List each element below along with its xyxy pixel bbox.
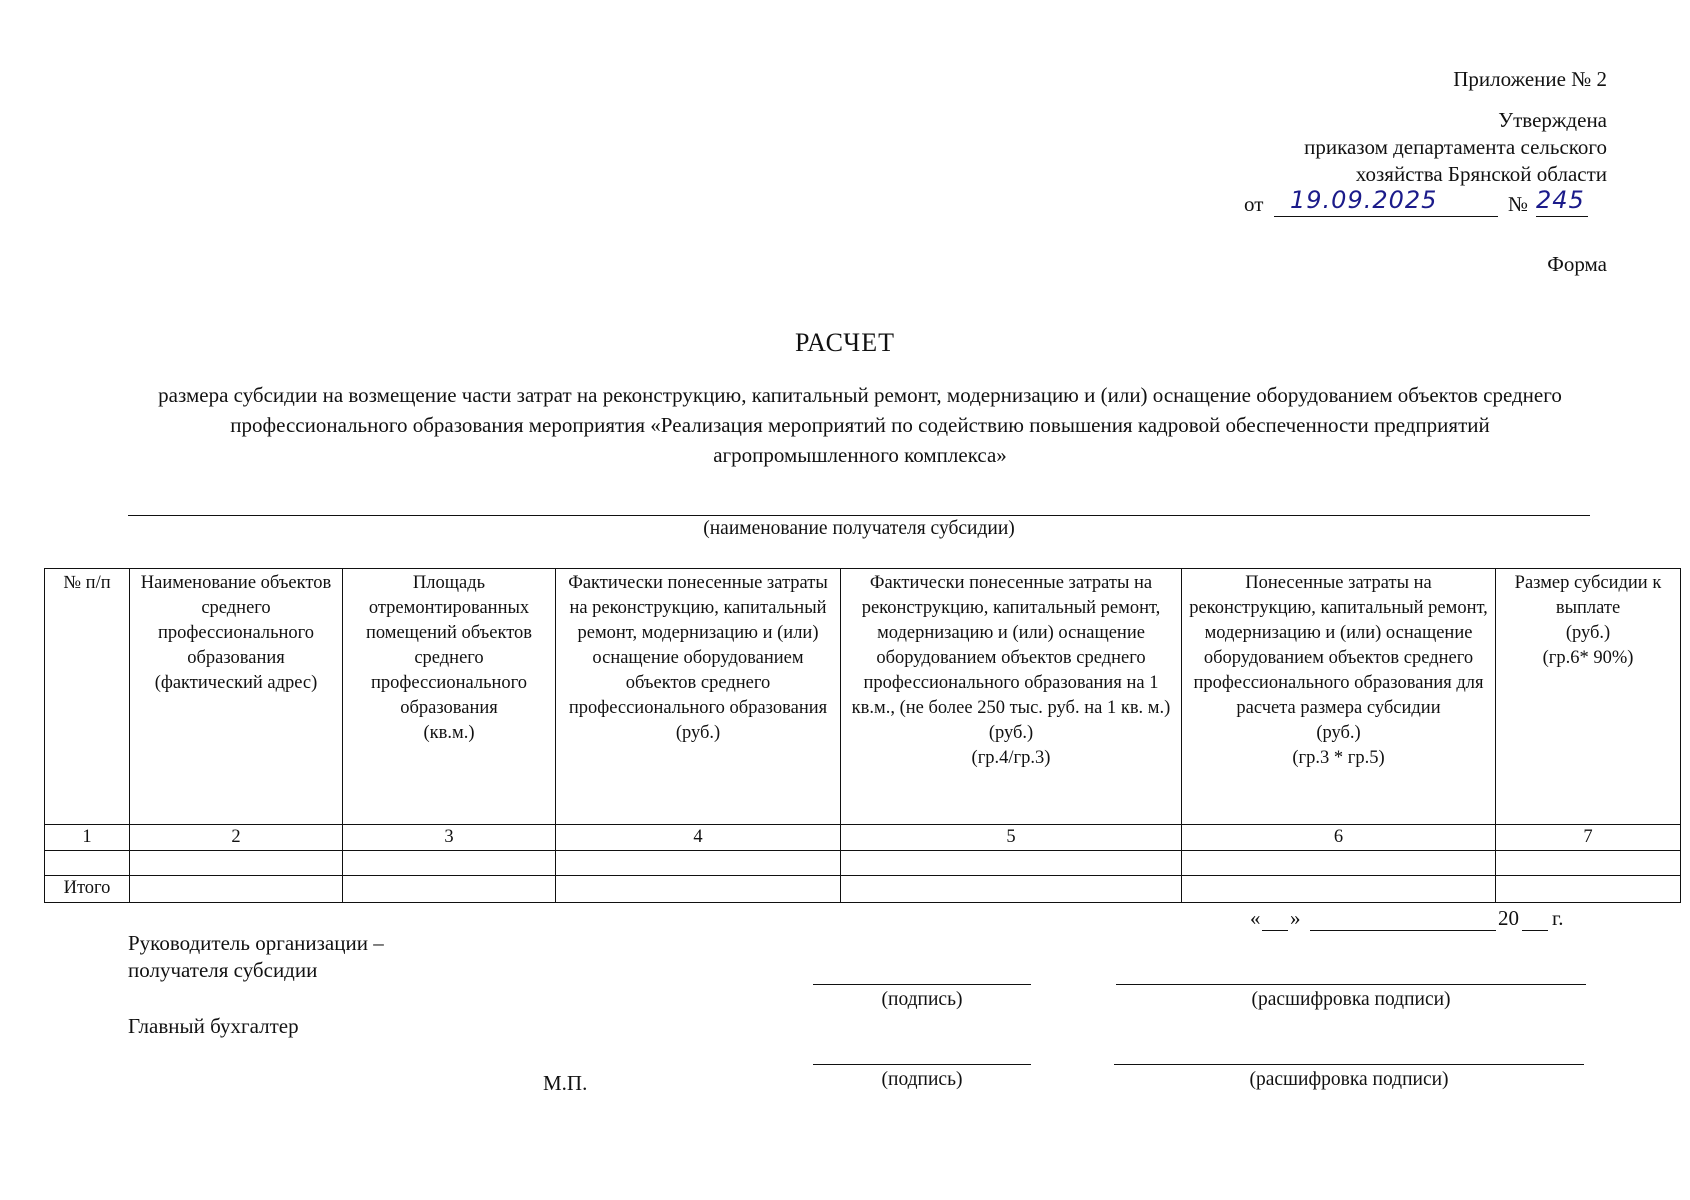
column-number: 6 <box>1182 825 1496 851</box>
from-label: от <box>1244 192 1264 216</box>
header-cell: Понесенные затраты на реконструкцию, капитальный ремонт, модернизацию и (или) оснащение оборудованием объектов среднего профессионального образования для расчета размера субсидии (руб.) (гр.3 * гр.5) <box>1182 569 1496 825</box>
table-row <box>45 851 1681 876</box>
handwritten-number: 245 <box>1536 186 1585 214</box>
number-label: № <box>1508 192 1529 216</box>
table-cell[interactable] <box>841 876 1182 903</box>
header-cell: № п/п <box>45 569 130 825</box>
year-underline[interactable] <box>1522 906 1548 931</box>
table-cell[interactable] <box>841 851 1182 876</box>
head-label-line-1: Руководитель организации – <box>128 931 384 955</box>
header-cell: Площадь отремонтированных помещений объектов среднего профессионального образования (кв.м.) <box>343 569 556 825</box>
accountant-decoding-line[interactable] <box>1114 1064 1584 1065</box>
table-cell[interactable] <box>130 876 343 903</box>
table-cell[interactable] <box>1496 851 1681 876</box>
table-cell[interactable] <box>343 876 556 903</box>
month-underline[interactable] <box>1310 906 1496 931</box>
column-number: 1 <box>45 825 130 851</box>
table-cell[interactable] <box>130 851 343 876</box>
total-row <box>45 876 1681 903</box>
head-signature-caption: (подпись) <box>881 989 963 1010</box>
head-label-line-2: получателя субсидии <box>128 958 318 982</box>
header-cell: Наименование объектов среднего профессионального образования (фактический адрес) <box>130 569 343 825</box>
signing-date-line <box>1250 906 1590 934</box>
recipient-name-line <box>128 515 1590 516</box>
accountant-decoding-caption: (расшифровка подписи) <box>1249 1069 1449 1090</box>
handwritten-date: 19.09.2025 <box>1290 186 1438 214</box>
table-cell[interactable] <box>1182 876 1496 903</box>
table-header-row <box>45 569 1681 825</box>
appendix-label: Приложение № 2 <box>1453 67 1607 91</box>
head-decoding-line[interactable] <box>1116 984 1586 985</box>
order-date-number-line <box>1244 186 1604 218</box>
accountant-signature-caption: (подпись) <box>881 1069 963 1090</box>
accountant-label: Главный бухгалтер <box>128 1014 299 1038</box>
approval-line-2: приказом департамента сельского <box>1304 135 1607 159</box>
table-cell[interactable] <box>556 876 841 903</box>
year-prefix: 20 <box>1498 906 1519 930</box>
approval-line-3: хозяйства Брянской области <box>1355 162 1607 186</box>
accountant-signature-line[interactable] <box>813 1064 1031 1065</box>
column-number: 3 <box>343 825 556 851</box>
document-subtitle: размера субсидии на возмещение части затрат на реконструкцию, капитальный ремонт, модернизацию и (или) оснащение оборудованием объектов среднего профессионального образования мероприятия «Реализация мероприятий по содействию повышения кадровой обеспеченности предприятий агропромышленного комплекса» <box>158 383 1562 467</box>
seal-label: М.П. <box>543 1071 588 1095</box>
header-cell: Фактически понесенные затраты на реконструкцию, капитальный ремонт, модернизацию и (или) оснащение оборудованием объектов среднего профессионального образования (руб.) <box>556 569 841 825</box>
year-suffix: г. <box>1552 906 1564 930</box>
recipient-caption: (наименование получателя субсидии) <box>703 518 1015 539</box>
column-number: 2 <box>130 825 343 851</box>
table-cell[interactable] <box>1182 851 1496 876</box>
approval-line-1: Утверждена <box>1498 108 1607 132</box>
calculation-table <box>44 568 1681 903</box>
approval-block <box>1147 66 1607 188</box>
total-label: Итого <box>45 876 130 903</box>
column-number: 5 <box>841 825 1182 851</box>
table-cell[interactable] <box>1496 876 1681 903</box>
head-signature-line[interactable] <box>813 984 1031 985</box>
table-cell[interactable] <box>343 851 556 876</box>
header-cell: Фактически понесенные затраты на реконструкцию, капитальный ремонт, модернизацию и (или) оснащение оборудованием объектов среднего профессионального образования на 1 кв.м., (не более 250 тыс. руб. на 1 кв. м.) (руб.) (гр.4/гр.3) <box>841 569 1182 825</box>
table-cell[interactable] <box>45 851 130 876</box>
form-label: Форма <box>1547 252 1607 276</box>
day-underline[interactable] <box>1262 906 1288 931</box>
column-number: 7 <box>1496 825 1681 851</box>
column-number: 4 <box>556 825 841 851</box>
table-cell[interactable] <box>556 851 841 876</box>
header-cell: Размер субсидии к выплате (руб.) (гр.6* 90%) <box>1496 569 1681 825</box>
column-number-row <box>45 825 1681 851</box>
document-title: РАСЧЕТ <box>795 328 895 357</box>
close-quote: » <box>1290 906 1301 930</box>
open-quote: « <box>1250 906 1261 930</box>
head-decoding-caption: (расшифровка подписи) <box>1251 989 1451 1010</box>
